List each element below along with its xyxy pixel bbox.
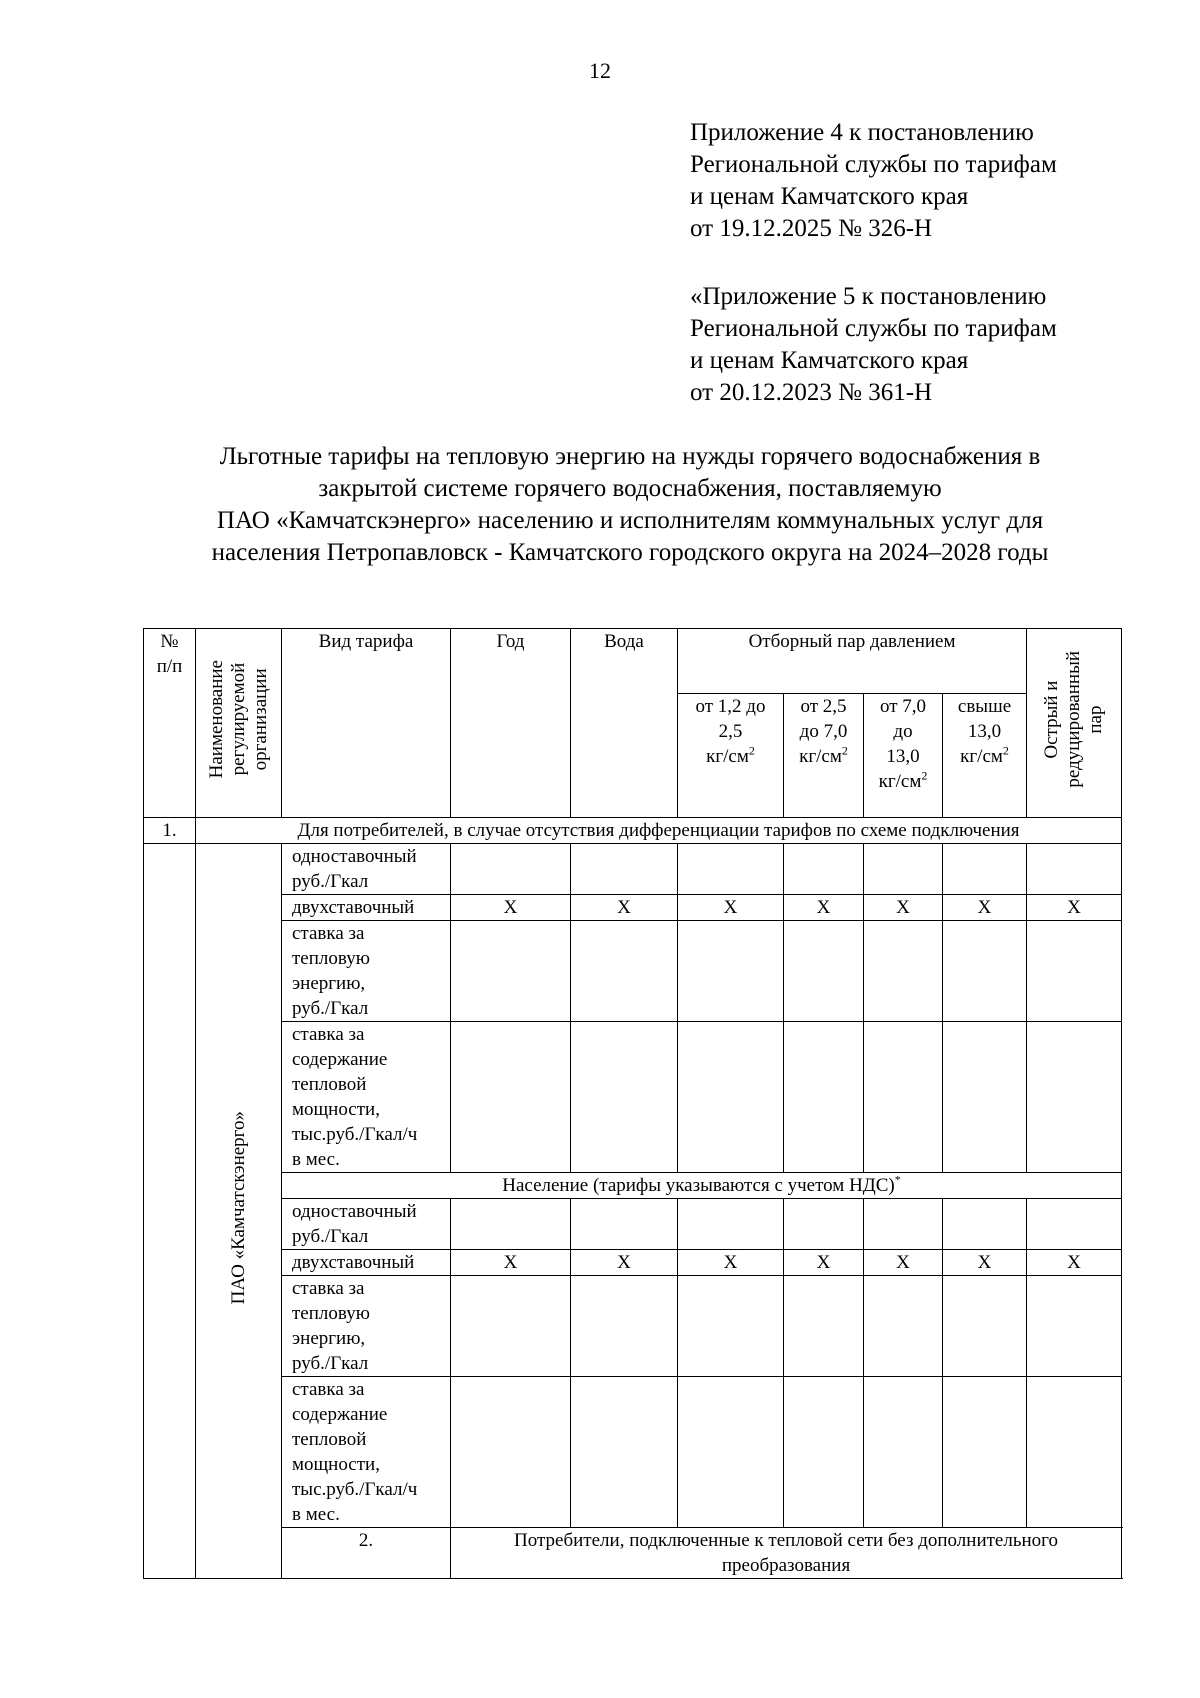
appendix-line: Региональной службы по тарифам — [690, 151, 1057, 178]
cell — [678, 921, 784, 1022]
cell — [571, 1377, 678, 1528]
tariff-one-rate: одноставочный руб./Гкал — [282, 844, 451, 895]
x-mark: Х — [571, 895, 678, 921]
population-row — [144, 1173, 1122, 1199]
cell — [571, 921, 678, 1022]
tariff-two-rate: двухставочный — [282, 895, 451, 921]
cell — [943, 1199, 1027, 1250]
cell — [864, 1377, 943, 1528]
tariff-two-rate: двухставочный — [282, 1250, 451, 1276]
page-number: 12 — [589, 58, 611, 83]
section-2-num: 2. — [282, 1528, 451, 1579]
appendix-previous-reference — [690, 281, 1170, 409]
cell — [1027, 1022, 1122, 1173]
cell — [784, 1276, 864, 1377]
cell — [1027, 1199, 1122, 1250]
x-mark: Х — [864, 895, 943, 921]
cell — [864, 1022, 943, 1173]
cell — [1027, 921, 1122, 1022]
header-sharp-steam-text: Острый и редуцированный пар — [1041, 651, 1107, 788]
header-tariff-type: Вид тарифа — [282, 629, 451, 818]
appendix-line: «Приложение 5 к постановлению — [690, 283, 1047, 310]
cell — [943, 1276, 1027, 1377]
cell — [571, 1199, 678, 1250]
cell — [784, 1377, 864, 1528]
x-mark: Х — [784, 1250, 864, 1276]
header-sharp-steam — [1027, 629, 1122, 818]
cell — [943, 1022, 1027, 1173]
cell — [1027, 1377, 1122, 1528]
organization-cell — [196, 844, 282, 1579]
tariff-capacity-rate: ставка за содержание тепловой мощности, тыс.руб./Гкал/ч в мес. — [282, 1022, 451, 1173]
cell — [784, 1199, 864, 1250]
x-mark: Х — [1027, 1250, 1122, 1276]
section-1-title: Для потребителей, в случае отсутствия дифференциации тарифов по схеме подключения — [196, 818, 1122, 844]
table-row — [144, 1276, 1122, 1377]
table-row — [144, 1250, 1122, 1276]
x-mark: Х — [943, 1250, 1027, 1276]
header-num: № п/п — [144, 629, 196, 818]
table-row — [144, 895, 1122, 921]
header-organization-text: Наименование регулируемой организации — [205, 660, 271, 779]
header-steam-group: Отборный пар давлением — [678, 629, 1027, 694]
title-line: населения Петропавловск - Камчатского городского округа на 2024–2028 годы — [211, 539, 1049, 566]
title-line: закрытой системе горячего водоснабжения, поставляемую — [318, 475, 942, 502]
appendix-line: и ценам Камчатского края — [690, 183, 969, 210]
cell — [784, 844, 864, 895]
cell — [678, 1276, 784, 1377]
x-mark: Х — [1027, 895, 1122, 921]
x-mark: Х — [451, 1250, 571, 1276]
cell — [451, 1276, 571, 1377]
x-mark: Х — [864, 1250, 943, 1276]
x-mark: Х — [784, 895, 864, 921]
document-title — [60, 441, 1200, 569]
cell — [678, 1199, 784, 1250]
appendix-line: и ценам Камчатского края — [690, 347, 969, 374]
header-water: Вода — [571, 629, 678, 818]
header-organization — [196, 629, 282, 818]
table-row — [144, 1199, 1122, 1250]
cell — [943, 921, 1027, 1022]
cell — [451, 1199, 571, 1250]
row-num-empty — [144, 844, 196, 1579]
cell — [451, 921, 571, 1022]
cell — [864, 921, 943, 1022]
cell — [784, 921, 864, 1022]
tariff-energy-rate: ставка за тепловую энергию, руб./Гкал — [282, 921, 451, 1022]
cell — [864, 1276, 943, 1377]
table-row — [144, 1022, 1122, 1173]
cell — [678, 1377, 784, 1528]
appendix-line: Приложение 4 к постановлению — [690, 119, 1034, 146]
header-year: Год — [451, 629, 571, 818]
cell — [864, 1199, 943, 1250]
header-steam-1: от 1,2 до 2,5 $кг/см^2$ — [678, 694, 784, 818]
cell — [678, 844, 784, 895]
section-2-title: Потребители, подключенные к тепловой сети без дополнительного преобразования — [451, 1528, 1122, 1579]
tariff-one-rate: одноставочный руб./Гкал — [282, 1199, 451, 1250]
cell — [571, 1276, 678, 1377]
x-mark: Х — [451, 895, 571, 921]
header-steam-4: свыше 13,0 $кг/см^2$ — [943, 694, 1027, 818]
tariff-table — [143, 628, 1122, 1579]
appendix-line: от 20.12.2023 № 361-Н — [690, 379, 933, 406]
appendix-line: Региональной службы по тарифам — [690, 315, 1057, 342]
x-mark: Х — [943, 895, 1027, 921]
cell — [678, 1022, 784, 1173]
tariff-energy-rate: ставка за тепловую энергию, руб./Гкал — [282, 1276, 451, 1377]
cell — [571, 1022, 678, 1173]
population-title: Население (тарифы указываются с учетом НДС)* — [282, 1173, 1122, 1199]
cell — [451, 1377, 571, 1528]
section-1-num: 1. — [144, 818, 196, 844]
appendix-current-reference — [690, 117, 1170, 245]
cell — [1027, 844, 1122, 895]
cell — [451, 844, 571, 895]
appendix-line: от 19.12.2025 № 326-Н — [690, 215, 933, 242]
cell — [943, 844, 1027, 895]
header-steam-3: от 7,0 до 13,0 $кг/см^2$ — [864, 694, 943, 818]
table-row — [144, 1377, 1122, 1528]
table-row — [144, 921, 1122, 1022]
x-mark: Х — [678, 895, 784, 921]
cell — [571, 844, 678, 895]
header-steam-2: от 2,5 до 7,0 $кг/см^2$ — [784, 694, 864, 818]
footnote-mark: * — [894, 1172, 901, 1187]
cell — [784, 1022, 864, 1173]
title-line: ПАО «Камчатскэнерго» населению и исполнителям коммунальных услуг для — [216, 507, 1044, 534]
x-mark: Х — [678, 1250, 784, 1276]
cell — [943, 1377, 1027, 1528]
x-mark: Х — [571, 1250, 678, 1276]
cell — [1027, 1276, 1122, 1377]
title-line: Льготные тарифы на тепловую энергию на нужды горячего водоснабжения в — [219, 443, 1041, 470]
table-row — [144, 844, 1122, 895]
cell — [864, 844, 943, 895]
cell — [451, 1022, 571, 1173]
organization-name: ПАО «Камчатскэнерго» — [228, 1110, 249, 1305]
tariff-capacity-rate: ставка за содержание тепловой мощности, тыс.руб./Гкал/ч в мес. — [282, 1377, 451, 1528]
